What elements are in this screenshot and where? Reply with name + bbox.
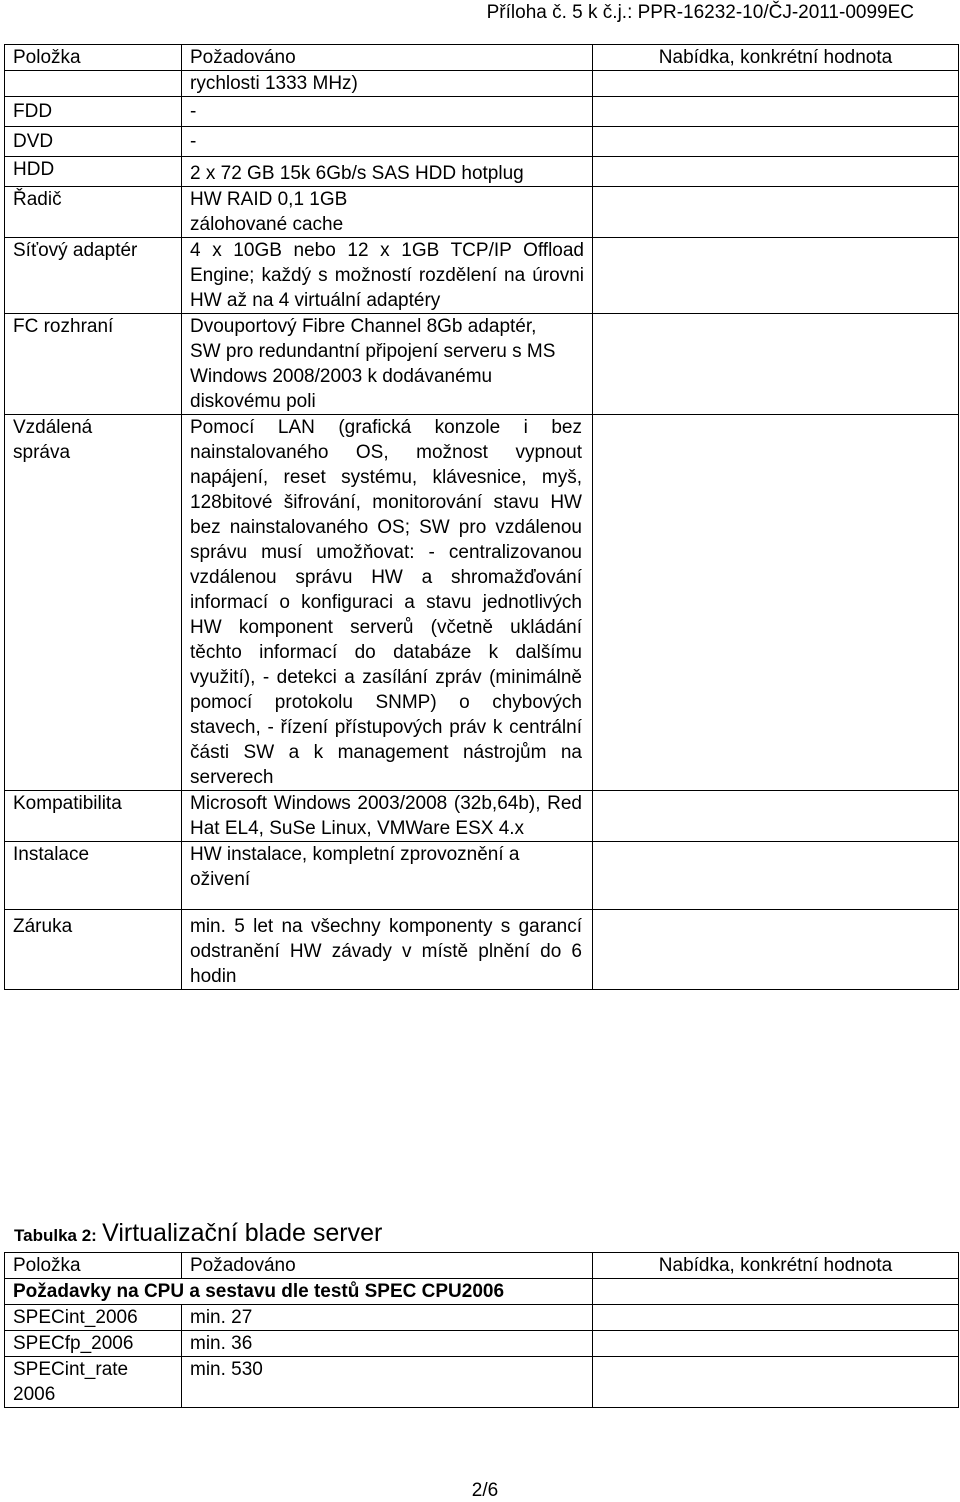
table-row — [5, 415, 959, 791]
table-row — [5, 842, 959, 910]
row-offer[interactable] — [593, 415, 959, 791]
row-required: min. 5 let na všechny komponenty s garancí odstranění HW závady v místě plnění do 6 hodin — [182, 910, 593, 990]
row-required: min. 530 — [182, 1357, 593, 1408]
row-offer[interactable] — [593, 791, 959, 842]
row-required: - — [182, 127, 593, 157]
row-offer[interactable] — [593, 127, 959, 157]
row-offer[interactable] — [593, 71, 959, 97]
row-item: SPECint_2006 — [5, 1305, 182, 1331]
table-row — [5, 1305, 959, 1331]
table-row — [5, 97, 959, 127]
table-row — [5, 127, 959, 157]
row-offer[interactable] — [593, 314, 959, 415]
row-required: Microsoft Windows 2003/2008 (32b,64b), Red Hat EL4, SuSe Linux, VMWare ESX 4.x — [182, 791, 593, 842]
row-item: Síťový adaptér — [5, 238, 182, 314]
spec-table-2 — [4, 1252, 959, 1408]
row-required: rychlosti 1333 MHz) — [182, 71, 593, 97]
section-row — [5, 1279, 959, 1305]
row-required: 4 x 10GB nebo 12 x 1GB TCP/IP Offload Engine; každý s možností rozdělení na úrovni HW až na 4 virtuální adaptéry — [182, 238, 593, 314]
row-offer[interactable] — [593, 842, 959, 910]
row-item: Instalace — [5, 842, 182, 910]
column-header-required: Požadováno — [182, 45, 593, 71]
row-required: Dvouportový Fibre Channel 8Gb adaptér, SW pro redundantní připojení serveru s MS Windows 2008/2003 k dodávanému diskovému poli — [182, 314, 593, 415]
table-row — [5, 1331, 959, 1357]
row-required: min. 27 — [182, 1305, 593, 1331]
row-item: Kompatibilita — [5, 791, 182, 842]
row-offer[interactable] — [593, 187, 959, 238]
table-row — [5, 791, 959, 842]
row-offer[interactable] — [593, 97, 959, 127]
row-item: FDD — [5, 97, 182, 127]
row-required: HW RAID 0,1 1GB zálohované cache — [182, 187, 593, 238]
table-row — [5, 71, 959, 97]
column-header-item: Položka — [5, 45, 182, 71]
column-header-required: Požadováno — [182, 1253, 593, 1279]
table-row — [5, 1357, 959, 1408]
row-offer[interactable] — [593, 157, 959, 187]
row-item: HDD — [5, 157, 182, 187]
table-caption-label: Tabulka 2: — [14, 1226, 97, 1245]
row-item: FC rozhraní — [5, 314, 182, 415]
column-header-offer: Nabídka, konkrétní hodnota — [593, 45, 959, 71]
row-item: Řadič — [5, 187, 182, 238]
row-item: DVD — [5, 127, 182, 157]
table-header-row — [5, 1253, 959, 1279]
row-item: SPECfp_2006 — [5, 1331, 182, 1357]
table-row — [5, 238, 959, 314]
table-row — [5, 157, 959, 187]
row-offer[interactable] — [593, 1357, 959, 1408]
column-header-offer: Nabídka, konkrétní hodnota — [593, 1253, 959, 1279]
section-offer[interactable] — [593, 1279, 959, 1305]
table-row — [5, 187, 959, 238]
table-row — [5, 910, 959, 990]
page-number: 2/6 — [471, 1480, 499, 1501]
row-item — [5, 71, 182, 97]
table-caption-title: Virtualizační blade server — [102, 1219, 383, 1247]
row-offer[interactable] — [593, 910, 959, 990]
row-item: SPECint_rate 2006 — [5, 1357, 182, 1408]
row-offer[interactable] — [593, 1331, 959, 1357]
spec-table-1 — [4, 44, 959, 990]
section-heading: Požadavky na CPU a sestavu dle testů SPEC CPU2006 — [5, 1279, 593, 1305]
row-required: - — [182, 97, 593, 127]
row-offer[interactable] — [593, 238, 959, 314]
row-required: Pomocí LAN (grafická konzole i bez nainstalovaného OS, možnost vypnout napájení, reset systému, klávesnice, myš, 128bitové šifrování, monitorování stavu HW bez nainstalovaného OS; SW pro vzdálenou správu musí umožňovat: - centralizovanou vzdálenou správu HW a shromažďování informací o konfiguraci a stavu jednotlivých HW komponent serverů (včetně ukládání těchto informací do databáze k dalšímu využití), - detekci a zasílání zpráv (minimálně pomocí protokolu SNMP) o chybových stavech, - řízení přístupových práv k centrální části SW a k management nástrojům na serverech — [182, 415, 593, 791]
column-header-item: Položka — [5, 1253, 182, 1279]
table-row — [5, 314, 959, 415]
row-required: 2 x 72 GB 15k 6Gb/s SAS HDD hotplug — [182, 157, 593, 187]
row-required: HW instalace, kompletní zprovoznění a oživení — [182, 842, 593, 910]
document-reference: Příloha č. 5 k č.j.: PPR-16232-10/ČJ-2011-0099EC — [486, 2, 914, 23]
table-caption — [14, 1219, 382, 1248]
table-header-row — [5, 45, 959, 71]
row-item: Záruka — [5, 910, 182, 990]
row-required: min. 36 — [182, 1331, 593, 1357]
row-offer[interactable] — [593, 1305, 959, 1331]
row-item: Vzdálená správa — [5, 415, 182, 791]
